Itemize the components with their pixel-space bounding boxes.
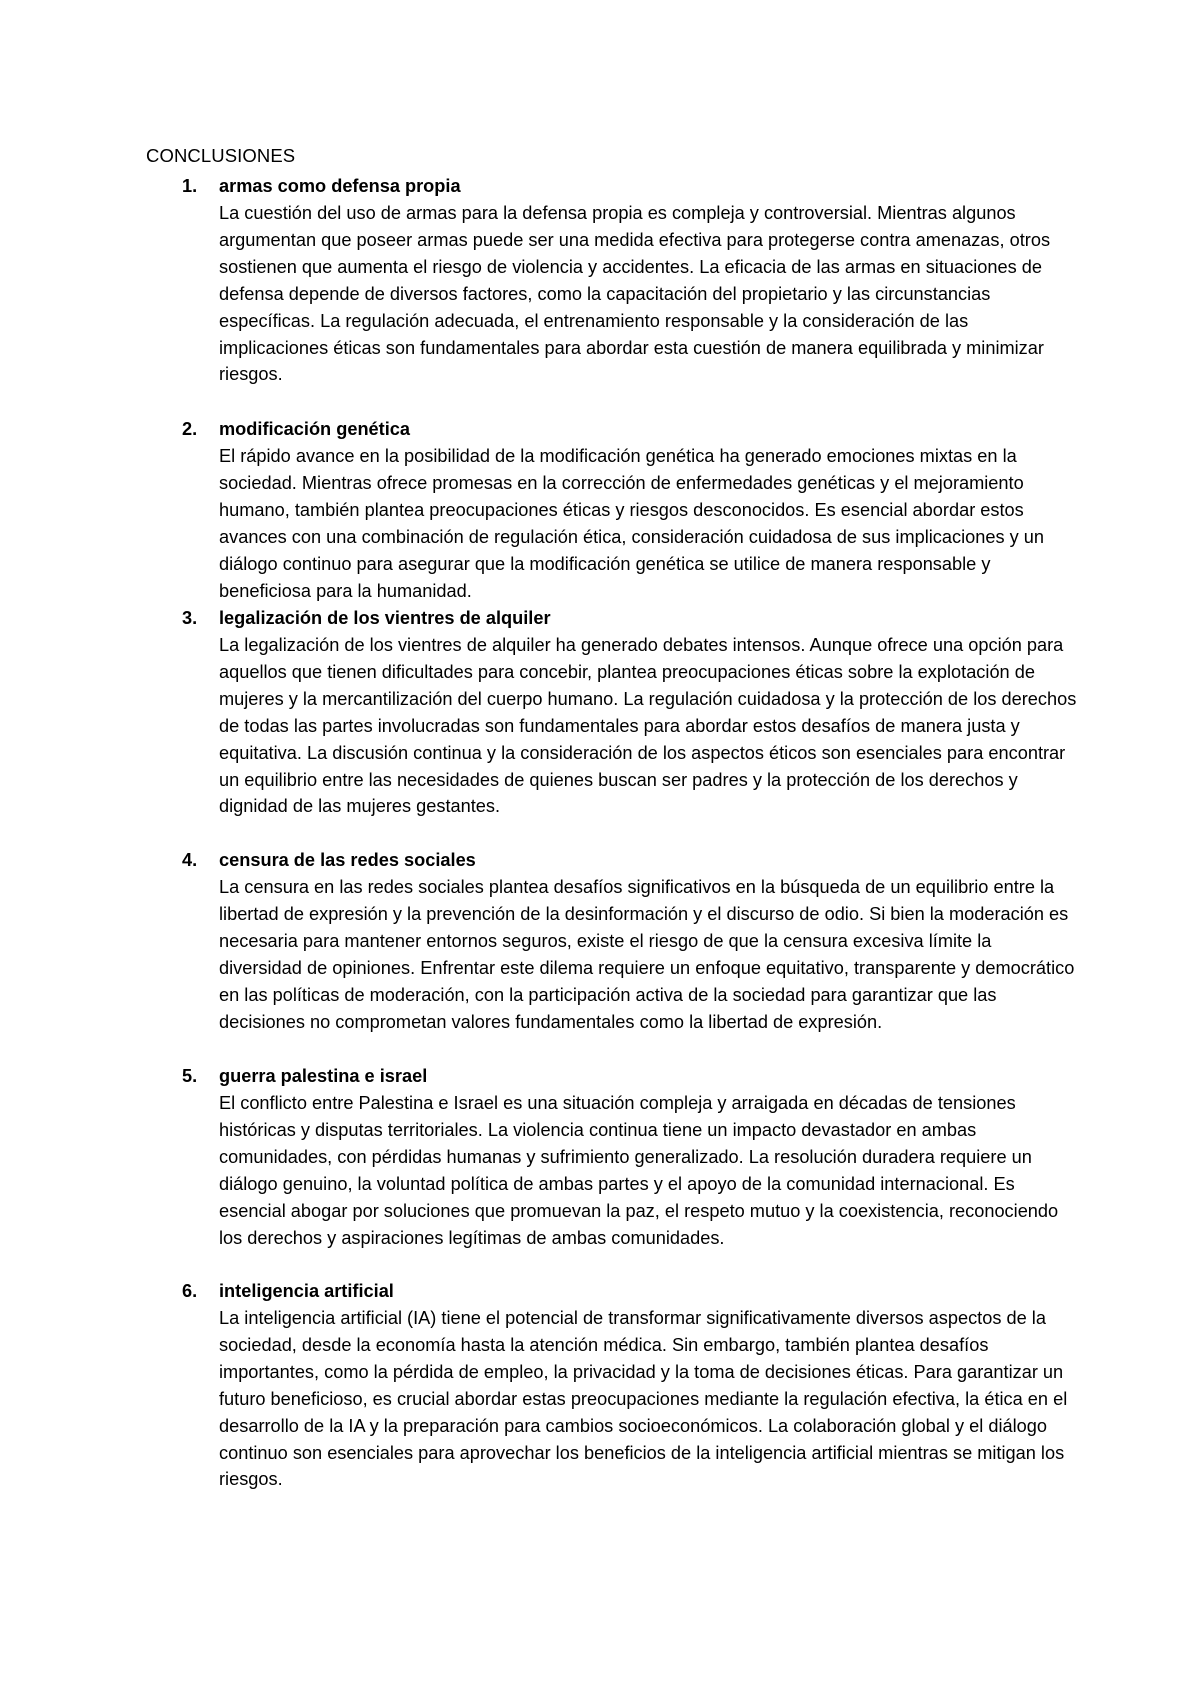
document-title: CONCLUSIONES [146, 145, 296, 166]
item-number: 4. [182, 850, 198, 870]
item-heading: modificación genética [219, 419, 411, 439]
item-body: La inteligencia artificial (IA) tiene el potencial de transformar significativamente diversos aspectos de la sociedad, desde la economía hasta la atención médica. Sin embargo, también plantea desafíos importantes, como la pérdida de empleo, la privacidad y la toma de decisiones éticas. Para garantizar un futuro beneficioso, es crucial abordar estas preocupaciones mediante la regulación efectiva, la ética en el desarrollo de la IA y la preparación para cambios socioeconómicos. La colaboración global y el diálogo continuo son esenciales para aprovechar los beneficios de la inteligencia artificial mientras se mitigan los riesgos. [219, 1308, 1068, 1490]
item-heading: censura de las redes sociales [219, 850, 476, 870]
item-heading: inteligencia artificial [219, 1281, 394, 1301]
item-number: 6. [182, 1281, 198, 1301]
item-number: 5. [182, 1066, 198, 1086]
item-body: El rápido avance en la posibilidad de la modificación genética ha generado emociones mixtas en la sociedad. Mientras ofrece promesas en la corrección de enfermedades genéticas y el mejoramiento humano, también plantea preocupaciones éticas y riesgos desconocidos. Es esencial abordar estos avances con una combinación de regulación ética, consideración cuidadosa de sus implicaciones y un diálogo continuo para asegurar que la modificación genética se utilice de manera responsable y beneficiosa para la humanidad. [219, 446, 1045, 601]
item-heading: guerra palestina e israel [219, 1066, 428, 1086]
item-number: 1. [182, 176, 198, 196]
item-number: 3. [182, 608, 198, 628]
item-body: La legalización de los vientres de alquiler ha generado debates intensos. Aunque ofrece una opción para aquellos que tienen dificultades para concebir, plantea preocupaciones éticas sobre la explotación de mujeres y la mercantilización del cuerpo humano. La regulación cuidadosa y la protección de los derechos de todas las partes involucradas son fundamentales para abordar estos desafíos de manera justa y equitativa. La discusión continua y la consideración de los aspectos éticos son esenciales para encontrar un equilibrio entre las necesidades de quienes buscan ser padres y la protección de los derechos y dignidad de las mujeres gestantes. [219, 635, 1077, 817]
item-body: El conflicto entre Palestina e Israel es una situación compleja y arraigada en décadas de tensiones históricas y disputas territoriales. La violencia continua tiene un impacto devastador en ambas comunidades, con pérdidas humanas y sufrimiento generalizado. La resolución duradera requiere un diálogo genuino, la voluntad política de ambas partes y el apoyo de la comunidad internacional. Es esencial abogar por soluciones que promuevan la paz, el respeto mutuo y la coexistencia, reconociendo los derechos y aspiraciones legítimas de ambas comunidades. [219, 1093, 1059, 1248]
item-number: 2. [182, 419, 198, 439]
item-body: La censura en las redes sociales plantea desafíos significativos en la búsqueda de un equilibrio entre la libertad de expresión y la prevención de la desinformación y el discurso de odio. Si bien la moderación es necesaria para mantener entornos seguros, existe el riesgo de que la censura excesiva límite la diversidad de opiniones. Enfrentar este dilema requiere un enfoque equitativo, transparente y democrático en las políticas de moderación, con la participación activa de la sociedad para garantizar que las decisiones no comprometan valores fundamentales como la libertad de expresión. [219, 877, 1075, 1032]
item-heading: legalización de los vientres de alquiler [219, 608, 551, 628]
item-body: La cuestión del uso de armas para la defensa propia es compleja y controversial. Mientras algunos argumentan que poseer armas puede ser una medida efectiva para protegerse contra amenazas, otros sostienen que aumenta el riesgo de violencia y accidentes. La eficacia de las armas en situaciones de defensa depende de diversos factores, como la capacitación del propietario y las circunstancias específicas. La regulación adecuada, el entrenamiento responsable y la consideración de las implicaciones éticas son fundamentales para abordar esta cuestión de manera equilibrada y minimizar riesgos. [219, 203, 1051, 385]
item-heading: armas como defensa propia [219, 176, 461, 196]
